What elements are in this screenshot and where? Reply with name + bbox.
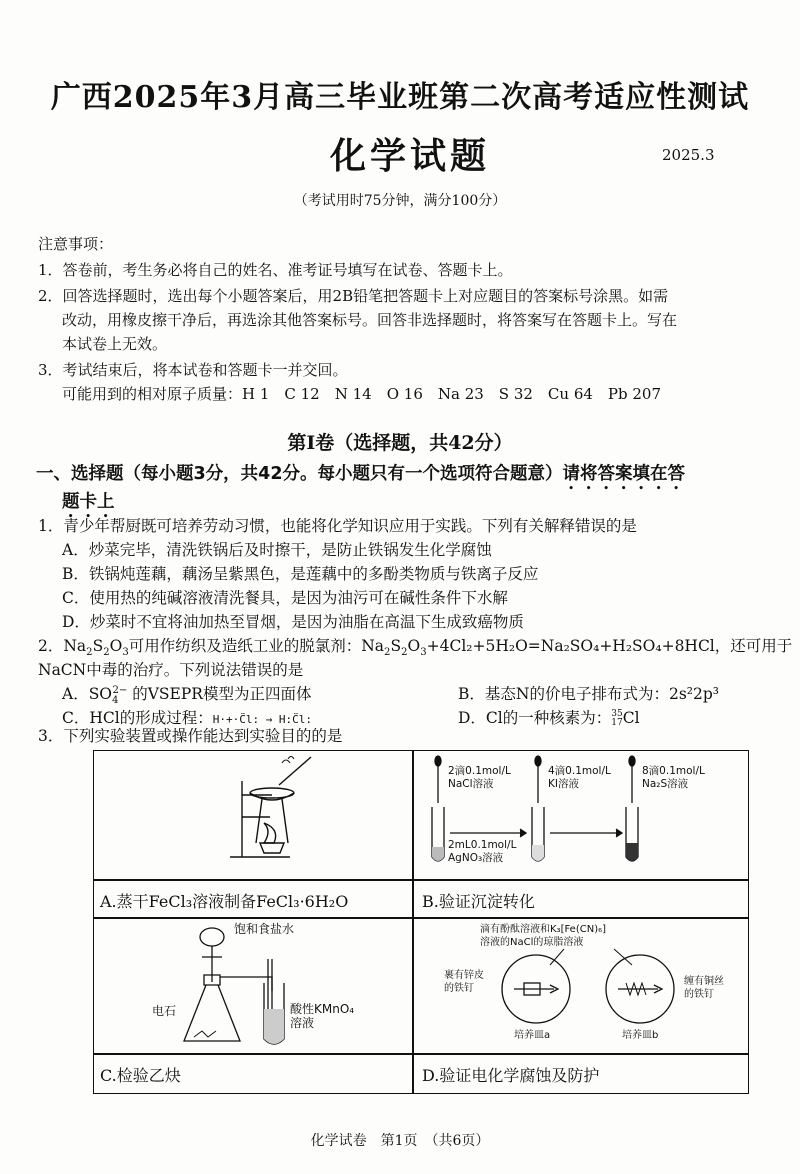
section-heading-emphasis: 请将答案填在答 (562, 464, 686, 484)
q3-options-grid (93, 750, 749, 1094)
exam-title: 广西2025年3月高三毕业班第二次高考适应性测试 (50, 80, 750, 115)
b-label-na2s-b: Na₂S溶液 (642, 778, 689, 790)
option-d-figure (414, 919, 748, 1053)
b-label-ki-a: 4滴0.1mol/L (548, 765, 611, 777)
evaporation-apparatus-illustration (94, 751, 412, 879)
option-d-caption: D.验证电化学腐蚀及防护 (422, 1066, 600, 1085)
notes-item-1: 1．答卷前，考生务必将自己的姓名、准考证号填写在试卷、答题卡上。 (38, 261, 513, 279)
d-label-zinc-nail-b: 的铁钉 (444, 983, 474, 994)
q1-stem: 1．青少年帮厨既可培养劳动习惯，也能将化学知识应用于实践。下列有关解释错误的是 (38, 517, 637, 535)
q2-stem-mid: 可用作纺织及造纸工业的脱氯剂：Na (128, 637, 385, 655)
notes-item-3: 3．考试结束后，将本试卷和答题卡一并交回。 (38, 361, 348, 379)
subject-title: 化学试题 (330, 135, 491, 177)
q2-stem-line-2: NaCN中毒的治疗。下列说法错误的是 (38, 661, 304, 679)
d-label-agar-b: 溶液的NaCl的琼脂溶液 (480, 937, 584, 948)
option-b-figure (414, 751, 748, 879)
option-c-figure (94, 919, 412, 1053)
b-label-agno3-a: 2mL0.1mol/L (448, 839, 517, 851)
q2-stem-equation: +4Cl₂+5H₂O=Na₂SO₄+H₂SO₄+8HCl，还可用于 (426, 637, 793, 655)
q2-option-a: A．$SO_4^{2-}$ 的VSEPR模型为正四面体 (62, 684, 312, 707)
page-footer: 化学试卷 第1页 （共6页） (310, 1133, 490, 1149)
d-label-dish-a: 培养皿a (514, 1030, 551, 1041)
notes-item-2-line-1: 2．回答选择题时，选出每个小题答案后，用2B铅笔把答题卡上对应题目的答案标号涂黑。如需 (38, 287, 669, 305)
option-c-caption: C.检验乙炔 (100, 1066, 181, 1085)
q2-option-d-text: D．Cl的一种核素为： (458, 709, 612, 727)
q2-option-a-text: 的VSEPR模型为正四面体 (132, 685, 312, 703)
notes-heading: 注意事项： (38, 235, 114, 253)
d-label-copper-nail-b: 的铁钉 (684, 989, 714, 1000)
q1-option-b: B．铁锅炖莲藕，藕汤呈紫黑色，是莲藕中的多酚类物质与铁离子反应 (62, 565, 539, 583)
section-heading-emphasis-2: 题卡上 (62, 492, 115, 512)
q2-option-c-text: C．HCl的形成过程： (62, 709, 213, 727)
q2-option-b: B．基态N的价电子排布式为：2s²2p³ (458, 685, 719, 703)
c-label-kmno4-a: 酸性KMnO₄ (290, 1002, 355, 1016)
section-heading (36, 460, 685, 494)
q2-stem-prefix: 2．Na (38, 637, 87, 655)
q2-stem-line-1: 2．$Na_2S_2O_3$可用作纺织及造纸工业的脱氯剂：$Na_2S_2O_3+4Cl_2+5H_2O=Na_2SO_4+H_2SO_4+8HCl$，还可用于 (38, 637, 793, 659)
grid-divider-row3 (94, 1053, 748, 1055)
q3-stem: 3．下列实验装置或操作能达到实验目的的是 (38, 727, 343, 745)
atomic-masses: 可能用到的相对原子质量：H 1 C 12 N 14 O 16 Na 23 S 32 Cu 64 Pb 207 (62, 385, 661, 403)
b-label-ki-b: KI溶液 (548, 778, 579, 790)
option-b-caption: B.验证沉淀转化 (422, 892, 535, 911)
c-label-calcium-carbide: 电石 (152, 1004, 177, 1018)
option-a-figure (94, 751, 412, 879)
option-a-caption: A.蒸干FeCl₃溶液制备FeCl₃·6H₂O (100, 892, 349, 911)
b-label-agno3-b: AgNO₃溶液 (448, 852, 504, 864)
c-label-kmno4-b: 溶液 (290, 1016, 315, 1030)
exam-date: 2025.3 (662, 146, 715, 164)
d-label-copper-nail-a: 缠有铜丝 (684, 976, 724, 987)
b-label-nacl-b: NaCl溶液 (448, 778, 494, 790)
q1-option-d: D．炒菜时不宜将油加热至冒烟，是因为油脂在高温下生成致癌物质 (62, 613, 524, 631)
acetylene-test-illustration (94, 919, 412, 1053)
b-label-nacl-a: 2滴0.1mol/L (448, 765, 511, 777)
d-label-zinc-nail-a: 裹有锌皮 (444, 970, 484, 981)
grid-divider-row1 (94, 879, 748, 881)
b-label-na2s-a: 8滴0.1mol/L (642, 765, 705, 777)
section-title: 第Ⅰ卷（选择题，共42分） (287, 432, 513, 454)
notes-item-2-line-2: 改动，用橡皮擦干净后，再选涂其他答案标号。回答非选择题时，将答案写在答题卡上。写在 (62, 311, 678, 329)
q2-option-c: C．HCl的形成过程：H·+·C̈l: → H:C̈l: (62, 709, 313, 727)
q1-option-c: C．使用热的纯碱溶液清洗餐具，是因为油污可在碱性条件下水解 (62, 589, 508, 607)
q1-option-a: A．炒菜完毕，清洗铁锅后及时擦干，是防止铁锅发生化学腐蚀 (62, 541, 492, 559)
d-label-dish-b: 培养皿b (622, 1030, 659, 1041)
section-heading-text: 一、选择题（每小题3分，共42分。每小题只有一个选项符合题意） (36, 464, 563, 484)
d-label-agar-a: 滴有酚酞溶液和K₃[Fe(CN)₆] (480, 924, 607, 935)
time-info: （考试用时75分钟，满分100分） (293, 193, 507, 209)
notes-item-2-line-3: 本试卷上无效。 (62, 335, 168, 353)
q2-option-d: D．Cl的一种核素为：35 17Cl (458, 709, 640, 728)
c-label-brine: 饱和食盐水 (234, 922, 295, 936)
